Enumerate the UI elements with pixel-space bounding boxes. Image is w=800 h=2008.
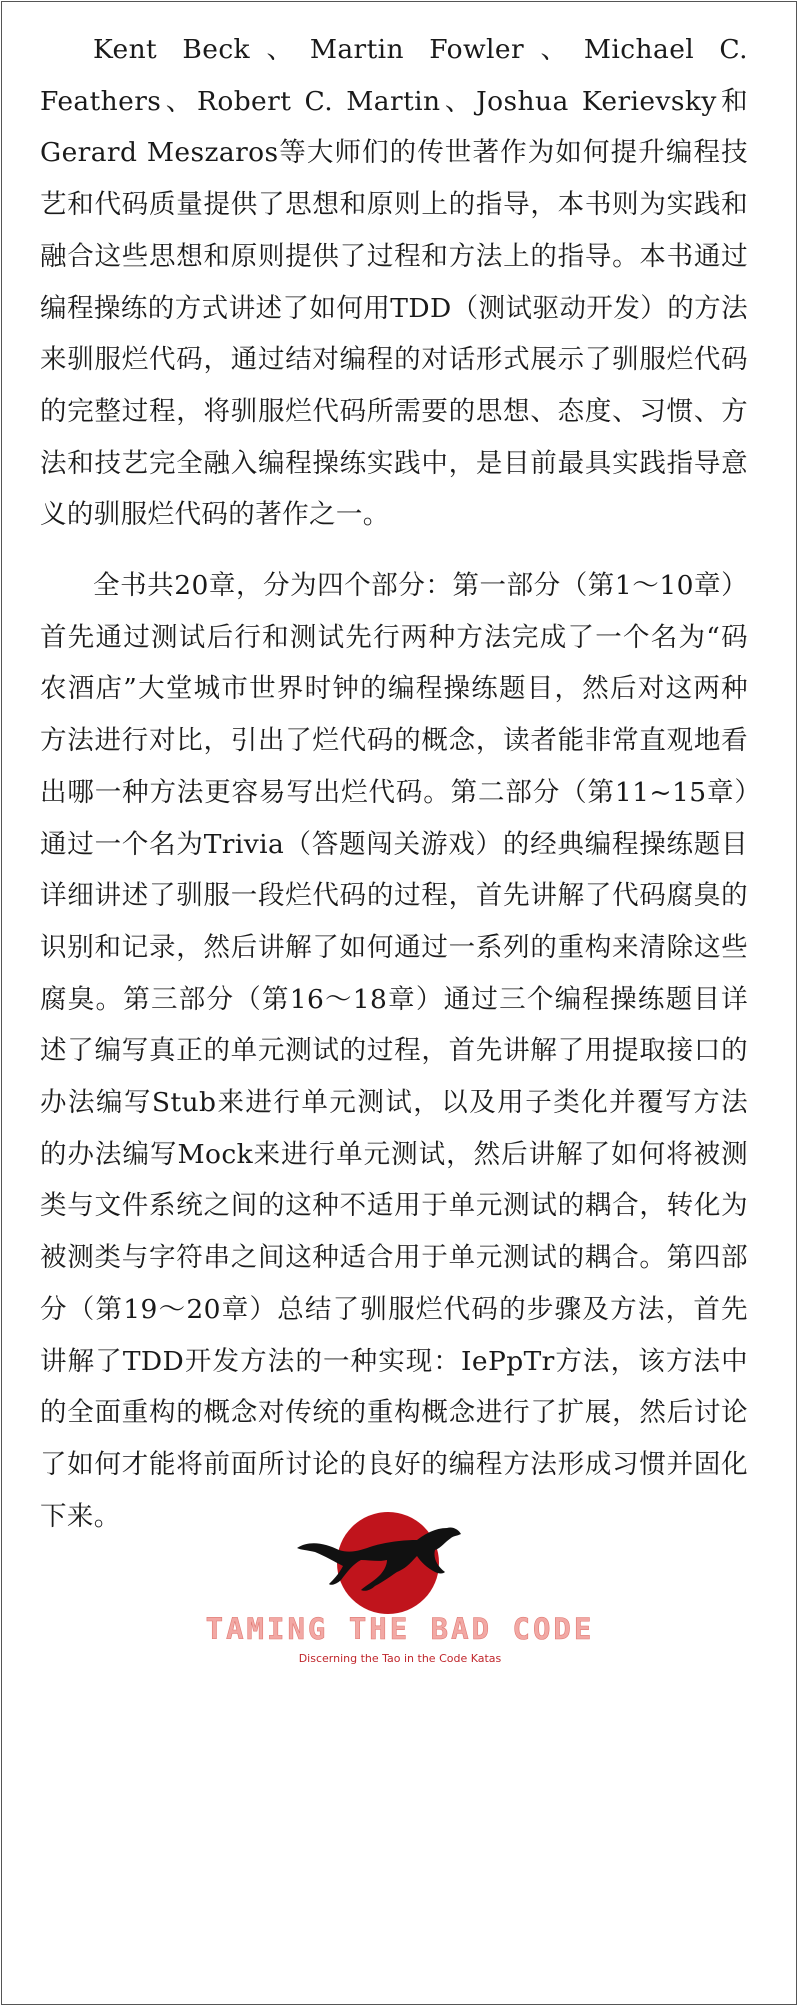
cheetah-sun-icon (295, 1510, 465, 1614)
logo-subtitle: Discerning the Tao in the Code Katas (298, 1652, 502, 1665)
paragraph-structure: 全书共20章，分为四个部分：第一部分（第1～10章）首先通过测试后行和测试先行两种方法完成了一个名为“码农酒店”大堂城市世界时钟的编程操练题目，然后对这两种方法进行对比，引出了烂代码的概念，读者能非常直观地看出哪一种方法更容易写出烂代码。第二部分（第11~15章）通过一个名为Trivia（答题闯关游戏）的经典编程操练题目详细讲述了驯服一段烂代码的过程，首先讲解了代码腐臭的识别和记录，然后讲解了如何通过一系列的重构来清除这些腐臭。第三部分（第16～18章）通过三个编程操练题目详述了编写真正的单元测试的过程，首先讲解了用提取接口的办法编写Stub来进行单元测试，以及用子类化并覆写方法的办法编写Mock来进行单元测试，然后讲解了如何将被测类与文件系统之间的这种不适用于单元测试的耦合，转化为被测类与字符串之间这种适合用于单元测试的耦合。第四部分（第19～20章）总结了驯服烂代码的步骤及方法，首先讲解了TDD开发方法的一种实现：IePpTr方法，该方法中的全面重构的概念对传统的重构概念进行了扩展，然后讨论了如何才能将前面所讨论的良好的编程方法形成习惯并固化下来。 (40, 570, 748, 1532)
logo-title: TAMING THE BAD CODE (205, 1612, 595, 1646)
book-description (40, 24, 748, 1542)
paragraph-intro: Kent Beck、Martin Fowler、Michael C. Feathers、Robert C. Martin、Joshua Kerievsky和Gerard Meszaros等大师们的传世著作为如何提升编程技艺和代码质量提供了思想和原则上的指导，本书则为实践和融合这些思想和原则提供了过程和方法上的指导。本书通过编程操练的方式讲述了如何用TDD（测试驱动开发）的方法来驯服烂代码，通过结对编程的对话形式展示了驯服烂代码的完整过程，将驯服烂代码所需要的思想、态度、习惯、方法和技艺完全融入编程操练实践中，是目前最具实践指导意义的驯服烂代码的著作之一。 (40, 34, 748, 531)
book-logo (0, 1510, 800, 1670)
